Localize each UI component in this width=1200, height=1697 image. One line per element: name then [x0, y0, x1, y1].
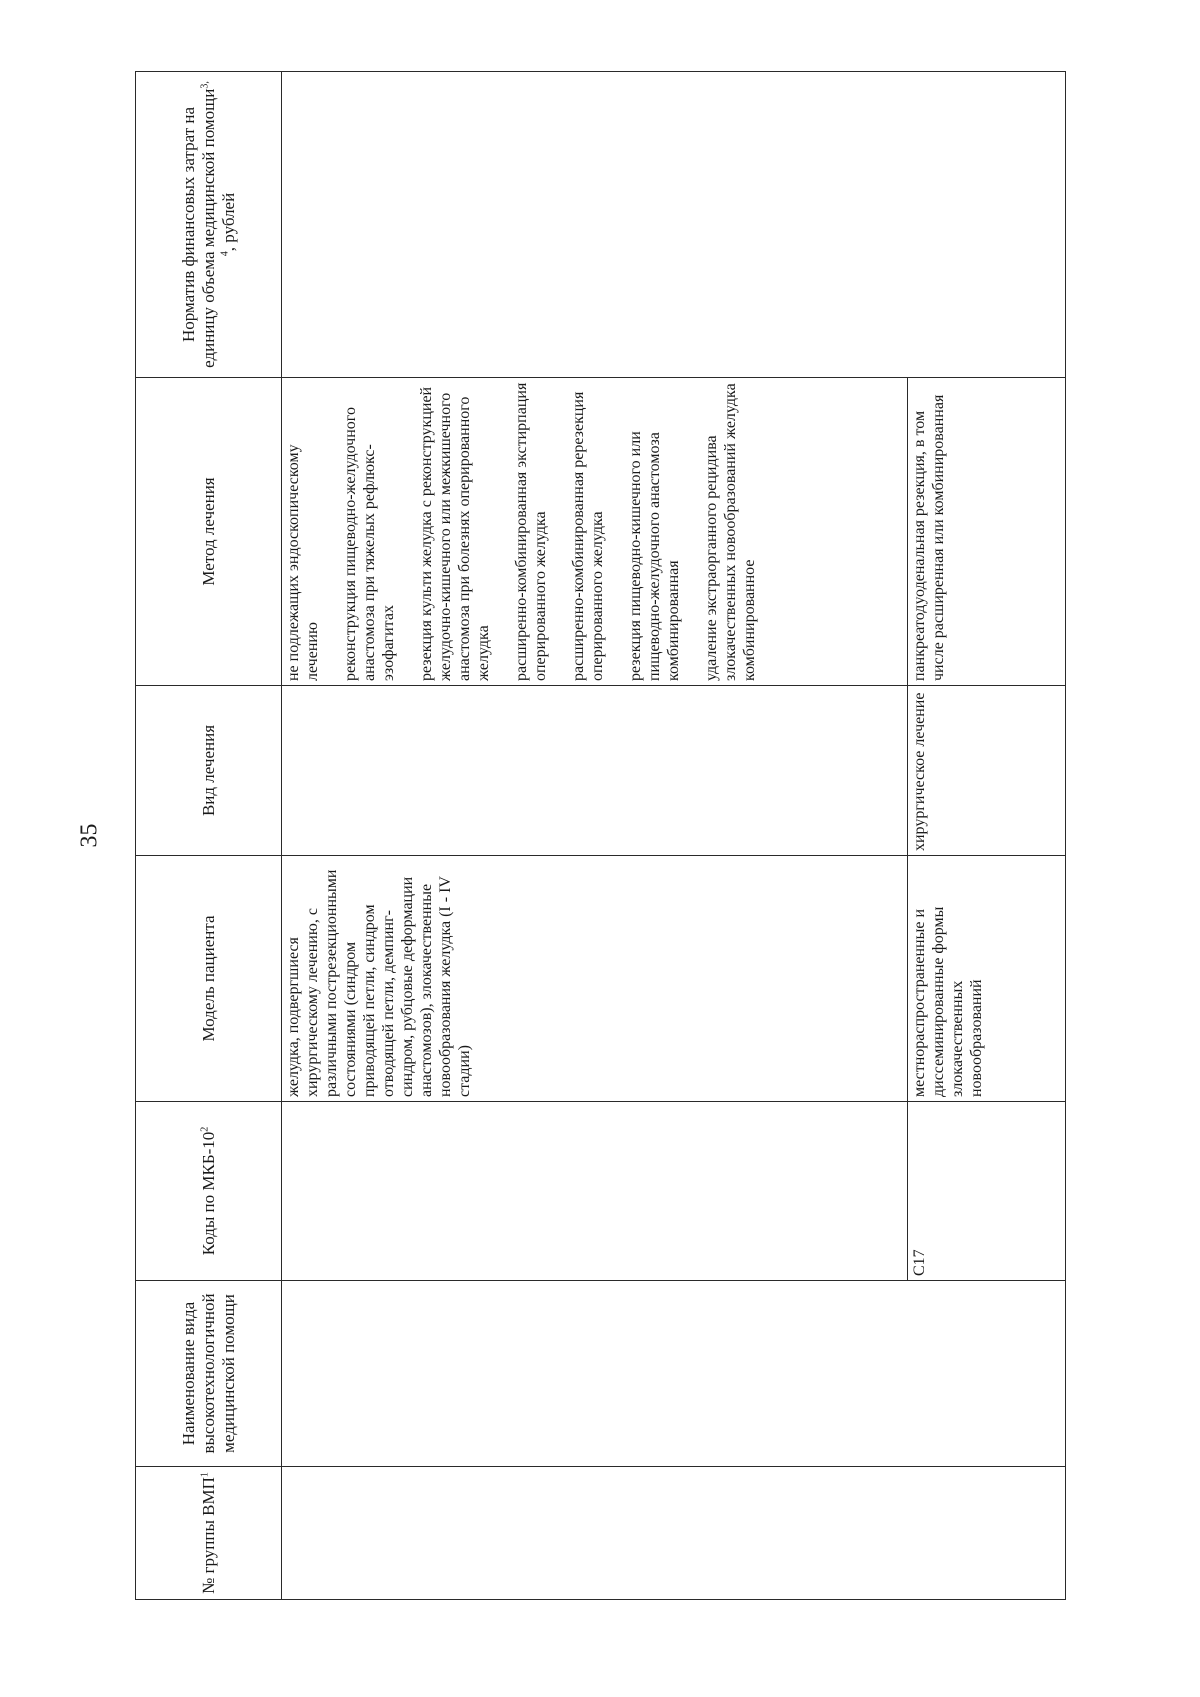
header-name: Наименование вида высокотехнологичной медицинской помощи [136, 1281, 282, 1467]
cell-group-no [282, 1467, 1066, 1600]
cell-icd-codes: C17 [908, 1102, 1066, 1281]
method-item: расширенно-комбинированная экстирпация оперированного желудка [513, 382, 549, 681]
method-item: расширенно-комбинированная ререзекция оперированного желудка [570, 391, 606, 681]
header-patient-model: Модель пациента [136, 856, 282, 1102]
cell-patient-model: местнораспространенные и диссеминированные формы злокачественных новообразований [908, 856, 1066, 1102]
page-number: 35 [76, 823, 103, 848]
table-row [282, 72, 908, 1600]
header-cost-norm: Норматив финансовых затрат на единицу объема медицинской помощи$^{3, 4}$, рублей [136, 72, 282, 378]
header-icd-codes: Коды по МКБ-$10^2$ [136, 1102, 282, 1281]
method-item: реконструкция пищеводно-желудочного анастомоза при тяжелых рефлюкс-эзофагитах [342, 407, 397, 681]
table-header-row [136, 72, 282, 1600]
method-item: панкреатодуоденальная резекция, в том числе расширенная или комбинированная [911, 394, 947, 681]
cell-treatment-methods [282, 378, 908, 686]
vmp-table [135, 71, 1066, 1600]
cell-treatment-methods [908, 378, 1066, 686]
header-treatment-method: Метод лечения [136, 378, 282, 686]
header-group-no: № группы ВМП$^1$ [136, 1467, 282, 1600]
cell-treatment-type: хирургическое лечение [908, 686, 1066, 856]
rotated-table-container [135, 72, 1066, 1600]
method-item: удаление экстраорганного рецидива злокачественных новообразований желудка комбинированное [703, 383, 758, 681]
cell-cost-norm [282, 72, 1066, 378]
cell-treatment-type [282, 686, 908, 856]
method-item: резекция культи желудка с реконструкцией желудочно-кишечного или межкишечного анастомоза при болезнях оперированного желудка [418, 386, 492, 681]
method-item: не подлежащих эндоскопическому лечению [285, 444, 321, 681]
cell-name [282, 1281, 1066, 1467]
method-item: резекция пищеводно-кишечного или пищеводно-желудочного анастомоза комбинированная [627, 431, 682, 681]
header-treatment-type: Вид лечения [136, 686, 282, 856]
cell-patient-model: желудка, подвергшиеся хирургическому лечению, с различными пострезекционными состояниями (синдром приводящей петли, синдром отводящей петли, демпинг-синдром, рубцовые деформации анастомозов), злокачественные новообразования желудка (I - IV стадии) [282, 856, 908, 1102]
cell-icd-codes [282, 1102, 908, 1281]
